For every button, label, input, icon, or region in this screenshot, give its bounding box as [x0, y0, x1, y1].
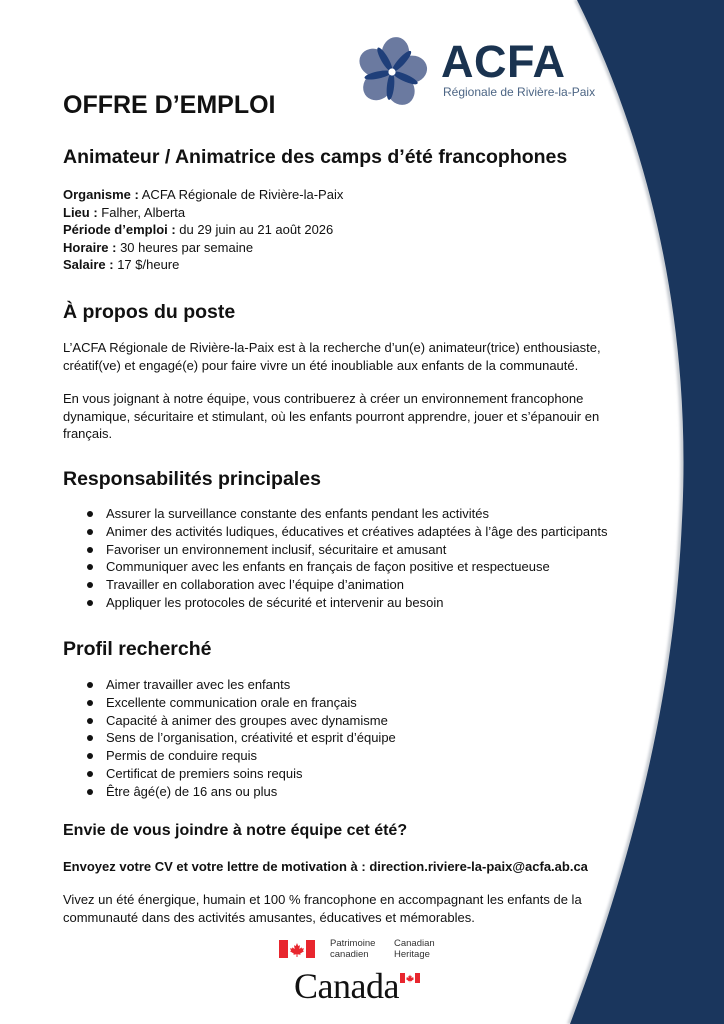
bullet-icon [87, 735, 93, 741]
list-item [63, 694, 396, 712]
list-item-text: Capacité à animer des groupes avec dynamisme [106, 712, 388, 728]
list-item [63, 783, 396, 801]
list-item-text: Permis de conduire requis [106, 748, 258, 764]
job-title: Animateur / Animatrice des camps d’été francophones [63, 146, 568, 168]
bullet-icon [87, 753, 93, 759]
bullet-icon [87, 582, 93, 588]
fact-horaire [63, 239, 343, 257]
list-item-text: Animer des activités ludiques, éducatives et créatives adaptées à l’âge des participants [106, 523, 608, 539]
fact-value: ACFA Régionale de Rivière-la-Paix [138, 187, 344, 202]
apply-instructions [63, 858, 588, 875]
heritage-fr-line1: Patrimoine [330, 938, 376, 949]
page-title: OFFRE D’EMPLOI [63, 91, 276, 119]
list-item-text: Communiquer avec les enfants en français de façon positive et respectueuse [106, 559, 550, 575]
list-item-text: Aimer travailler avec les enfants [106, 677, 291, 692]
fact-salaire [63, 256, 343, 274]
apply-heading: Envie de vous joindre à notre équipe cet été? [63, 822, 408, 839]
about-paragraph-2: En vous joignant à notre équipe, vous contribuerez à créer un environnement francophone dynamique, sécuritaire et stimulant, où les enfants pourront apprendre, jouer et s’épanouir en français. [63, 391, 600, 441]
list-item [63, 712, 396, 730]
heritage-fr-line2: canadien [330, 949, 369, 960]
section-heading-responsibilities: Responsabilités principales [63, 468, 321, 490]
heritage-en-line1: Canadian [394, 938, 435, 949]
heritage-en-line2: Heritage [394, 949, 430, 960]
heritage-en [394, 938, 435, 960]
fact-organisme [63, 186, 343, 204]
list-item [63, 505, 608, 523]
list-item [63, 729, 396, 747]
bullet-icon [87, 718, 93, 724]
apply-text: Envoyez votre CV et votre lettre de motivation à : [63, 859, 370, 874]
fact-label: Période d’emploi : [63, 222, 176, 237]
bullet-icon [87, 789, 93, 795]
fact-label: Lieu : [63, 204, 98, 220]
list-item-text: Être âgé(e) de 16 ans ou plus [106, 783, 278, 799]
closing-paragraph: Vivez un été énergique, humain et 100 % francophone en accompagnant les enfants de la communauté dans des activités amusantes, éducatives et mémorables. [63, 892, 582, 925]
responsibilities-list [63, 505, 608, 612]
canada-wordmark-flag-icon [400, 973, 420, 983]
list-item [63, 765, 396, 783]
bullet-icon [87, 547, 93, 553]
fact-value: Falher, Alberta [97, 204, 186, 220]
list-item-text: Excellente communication orale en français [106, 694, 357, 710]
list-item-text: Favoriser un environnement inclusif, sécuritaire et amusant [106, 541, 447, 557]
list-item [63, 594, 608, 612]
fact-periode [63, 221, 343, 239]
fact-value: 17 $/heure [113, 257, 180, 272]
bullet-icon [87, 564, 93, 570]
fact-value: 30 heures par semaine [116, 239, 254, 255]
fact-value: du 29 juin au 21 août 2026 [175, 222, 334, 237]
section-heading-profile: Profil recherché [63, 638, 212, 660]
canada-flag-icon [279, 940, 315, 958]
bullet-icon [87, 771, 93, 777]
list-item-text: Sens de l’organisation, créativité et esprit d’équipe [106, 730, 396, 746]
bullet-icon [87, 682, 93, 688]
bullet-icon [87, 529, 93, 535]
list-item-text: Certificat de premiers soins requis [106, 765, 303, 781]
list-item [63, 541, 608, 559]
list-item [63, 676, 396, 694]
about-paragraph-1: L’ACFA Régionale de Rivière-la-Paix est à la recherche d’un(e) animateur(trice) enthousiaste, créatif(ve) et engagé(e) pour faire vivre un été inoubliable aux enfants de la communauté. [63, 340, 601, 373]
bullet-icon [87, 600, 93, 606]
job-facts [63, 186, 343, 274]
bullet-icon [87, 700, 93, 706]
heritage-fr [330, 938, 375, 960]
list-item-text: Travailler en collaboration avec l’équipe d’animation [106, 577, 404, 593]
fact-label: Salaire : [63, 257, 114, 272]
list-item [63, 747, 396, 765]
list-item [63, 576, 608, 594]
fact-label: Organisme : [63, 187, 139, 202]
logo-subtitle: Régionale de Rivière-la-Paix [443, 85, 596, 99]
apply-email-link[interactable]: direction.riviere-la-paix@acfa.ab.ca [369, 859, 588, 874]
fact-label: Horaire : [63, 239, 117, 255]
logo-name: ACFA [441, 36, 566, 87]
list-item [63, 558, 608, 576]
bullet-icon [87, 511, 93, 517]
section-heading-about: À propos du poste [63, 301, 236, 323]
canada-wordmark: Canada [294, 966, 399, 1006]
list-item [63, 523, 608, 541]
list-item-text: Assurer la surveillance constante des enfants pendant les activités [106, 506, 489, 521]
flower-logo-icon [356, 36, 428, 108]
profile-list [63, 676, 396, 801]
fact-lieu [63, 204, 343, 222]
list-item-text: Appliquer les protocoles de sécurité et intervenir au besoin [106, 594, 444, 610]
